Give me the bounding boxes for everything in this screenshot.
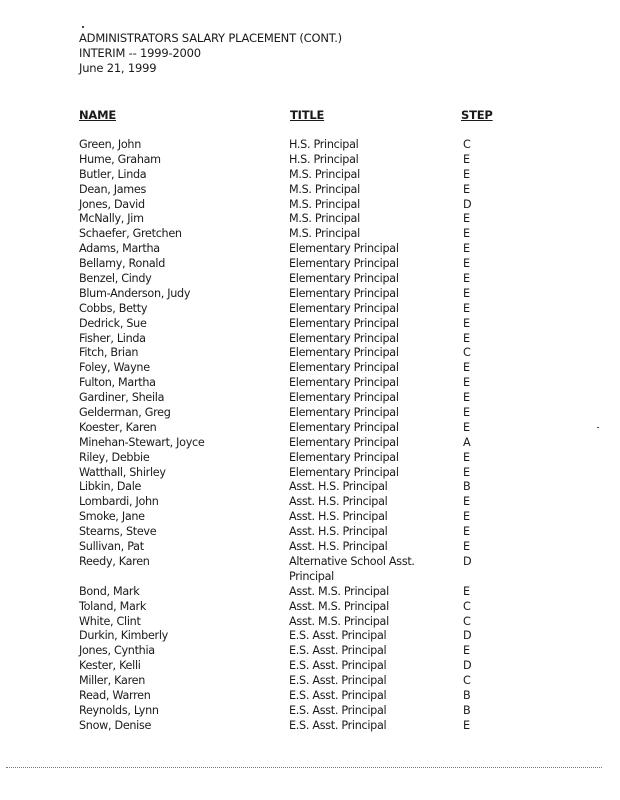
row-name: Adams, Martha [79,242,160,256]
table-row [0,183,620,198]
row-step: E [463,227,470,241]
row-step: C [463,138,471,151]
row-name: Foley, Wayne [79,361,150,375]
row-step: E [463,510,470,524]
row-name: Fitch, Brian [79,346,139,360]
row-title: Elementary Principal [289,361,399,375]
row-title: Asst. M.S. Principal [289,599,389,613]
row-name: White, Clint [79,614,141,628]
row-name: Jones, David [79,197,145,211]
column-header-name: NAME [79,108,117,122]
row-step: E [463,465,470,479]
row-name: Benzel, Cindy [79,272,152,286]
row-step: E [463,316,470,330]
row-title: M.S. Principal [289,197,360,211]
header-date: June 21, 1999 [79,61,157,75]
row-title: M.S. Principal [289,212,360,226]
row-title: Asst. H.S. Principal [289,525,388,539]
table-row [0,674,620,689]
row-name: Green, John [79,138,142,151]
row-title: Asst. H.S. Principal [289,540,388,554]
row-title: E.S. Asst. Principal [289,629,387,643]
table-row [0,138,620,153]
row-step: E [463,182,470,196]
row-name: Minehan-Stewart, Joyce [79,435,205,449]
row-title: M.S. Principal [289,227,360,241]
row-step: E [463,286,470,300]
table-row [0,227,620,242]
row-step: E [463,406,470,420]
row-step: C [463,346,471,360]
table-row [0,451,620,466]
row-title: E.S. Asst. Principal [289,659,387,673]
row-name: Reynolds, Lynn [79,703,159,717]
table-row [0,376,620,391]
row-step: E [463,167,470,181]
table-row [0,436,620,451]
row-name: Miller, Karen [79,674,145,688]
table-row [0,302,620,317]
table-row [0,540,620,555]
table-row [0,555,620,585]
table-row [0,257,620,272]
row-name: Riley, Debbie [79,450,150,464]
row-title: E.S. Asst. Principal [289,703,387,717]
row-step: B [463,480,471,494]
row-step: E [463,525,470,539]
table-row [0,704,620,719]
row-step: D [463,197,472,211]
table-row [0,629,620,644]
row-name: McNally, Jim [79,212,144,226]
row-step: E [463,718,470,732]
row-title: Elementary Principal [289,406,399,420]
row-step: E [463,152,470,166]
row-name: Snow, Denise [79,718,152,732]
row-title: Elementary Principal [289,450,399,464]
row-name: Hume, Graham [79,152,161,166]
row-title: Elementary Principal [289,376,399,390]
row-name: Lombardi, John [79,495,159,509]
row-step: B [463,688,471,702]
row-name: Gardiner, Sheila [79,391,165,405]
table-row [0,600,620,615]
row-title: Elementary Principal [289,346,399,360]
table-row [0,346,620,361]
scan-speck [597,427,599,428]
row-title: Elementary Principal [289,420,399,434]
table-row [0,525,620,540]
row-title: M.S. Principal [289,167,360,181]
row-title: Elementary Principal [289,242,399,256]
row-title: Asst. M.S. Principal [289,584,389,598]
row-name: Dean, James [79,182,147,196]
row-step: E [463,644,470,658]
row-title: M.S. Principal [289,182,360,196]
row-name: Toland, Mark [79,599,147,613]
row-name: Stearns, Steve [79,525,157,539]
header-title: ADMINISTRATORS SALARY PLACEMENT (CONT.) [79,31,342,45]
row-title: Alternative School Asst. Principal [289,554,415,583]
row-title: Asst. H.S. Principal [289,480,388,494]
row-step: E [463,450,470,464]
row-title: Asst. M.S. Principal [289,614,389,628]
row-name: Durkin, Kimberly [79,629,168,643]
row-title: Asst. H.S. Principal [289,510,388,524]
row-name: Bond, Mark [79,584,140,598]
row-title: Elementary Principal [289,257,399,271]
table-row [0,510,620,525]
row-step: E [463,272,470,286]
table-row [0,406,620,421]
header-subtitle: INTERIM -- 1999-2000 [79,46,201,60]
column-header-title: TITLE [290,108,325,122]
row-name: Butler, Linda [79,167,147,181]
row-name: Fisher, Linda [79,331,146,345]
row-step: E [463,257,470,271]
table-row [0,272,620,287]
row-step: C [463,599,471,613]
row-step: E [463,212,470,226]
table-row [0,242,620,257]
table-row [0,659,620,674]
row-name: Jones, Cynthia [79,644,155,658]
table-row [0,332,620,347]
row-name: Reedy, Karen [79,554,150,568]
table-row [0,585,620,600]
row-name: Fulton, Martha [79,376,156,390]
row-step: E [463,584,470,598]
row-step: E [463,331,470,345]
table-row [0,317,620,332]
table-row [0,153,620,168]
column-header-step: STEP [461,108,493,122]
row-name: Dedrick, Sue [79,316,147,330]
row-title: Elementary Principal [289,301,399,315]
row-step: E [463,376,470,390]
row-title: Elementary Principal [289,316,399,330]
row-title: Elementary Principal [289,435,399,449]
row-title: Elementary Principal [289,391,399,405]
row-title: Elementary Principal [289,272,399,286]
row-name: Kester, Kelli [79,659,141,673]
row-step: D [463,659,472,673]
row-step: A [463,435,471,449]
row-step: C [463,674,471,688]
row-title: Elementary Principal [289,286,399,300]
row-step: D [463,629,472,643]
row-title: E.S. Asst. Principal [289,718,387,732]
row-title: H.S. Principal [289,138,359,151]
row-title: Asst. H.S. Principal [289,495,388,509]
table-row [0,480,620,495]
row-title: H.S. Principal [289,152,359,166]
table-row [0,689,620,704]
row-name: Read, Warren [79,688,151,702]
row-step: E [463,391,470,405]
row-name: Smoke, Jane [79,510,145,524]
table-row [0,421,620,436]
row-title: Elementary Principal [289,465,399,479]
table-row [0,361,620,376]
row-name: Schaefer, Gretchen [79,227,182,241]
row-step: E [463,301,470,315]
row-title: Elementary Principal [289,331,399,345]
table-row [0,168,620,183]
table-row [0,212,620,227]
row-name: Sullivan, Pat [79,540,144,554]
row-step: E [463,495,470,509]
row-title: E.S. Asst. Principal [289,688,387,702]
row-title: E.S. Asst. Principal [289,644,387,658]
row-title: E.S. Asst. Principal [289,674,387,688]
row-name: Bellamy, Ronald [79,257,166,271]
row-step: E [463,540,470,554]
table-row [0,615,620,630]
row-step: B [463,703,471,717]
row-step: D [463,554,472,568]
table-row [0,495,620,510]
table-row [0,391,620,406]
row-name: Watthall, Shirley [79,465,166,479]
row-step: C [463,614,471,628]
row-name: Libkin, Dale [79,480,142,494]
scan-speck [82,26,84,28]
row-step: E [463,420,470,434]
row-name: Gelderman, Greg [79,406,171,420]
table-row [0,198,620,213]
table-row [0,287,620,302]
document-header [79,31,342,76]
row-name: Blum-Anderson, Judy [79,286,191,300]
table-row [0,719,620,734]
row-name: Cobbs, Betty [79,301,148,315]
salary-table [0,138,620,734]
table-row [0,644,620,659]
row-step: E [463,361,470,375]
table-row [0,466,620,481]
row-step: E [463,242,470,256]
scan-edge-line [6,767,602,769]
row-name: Koester, Karen [79,420,157,434]
